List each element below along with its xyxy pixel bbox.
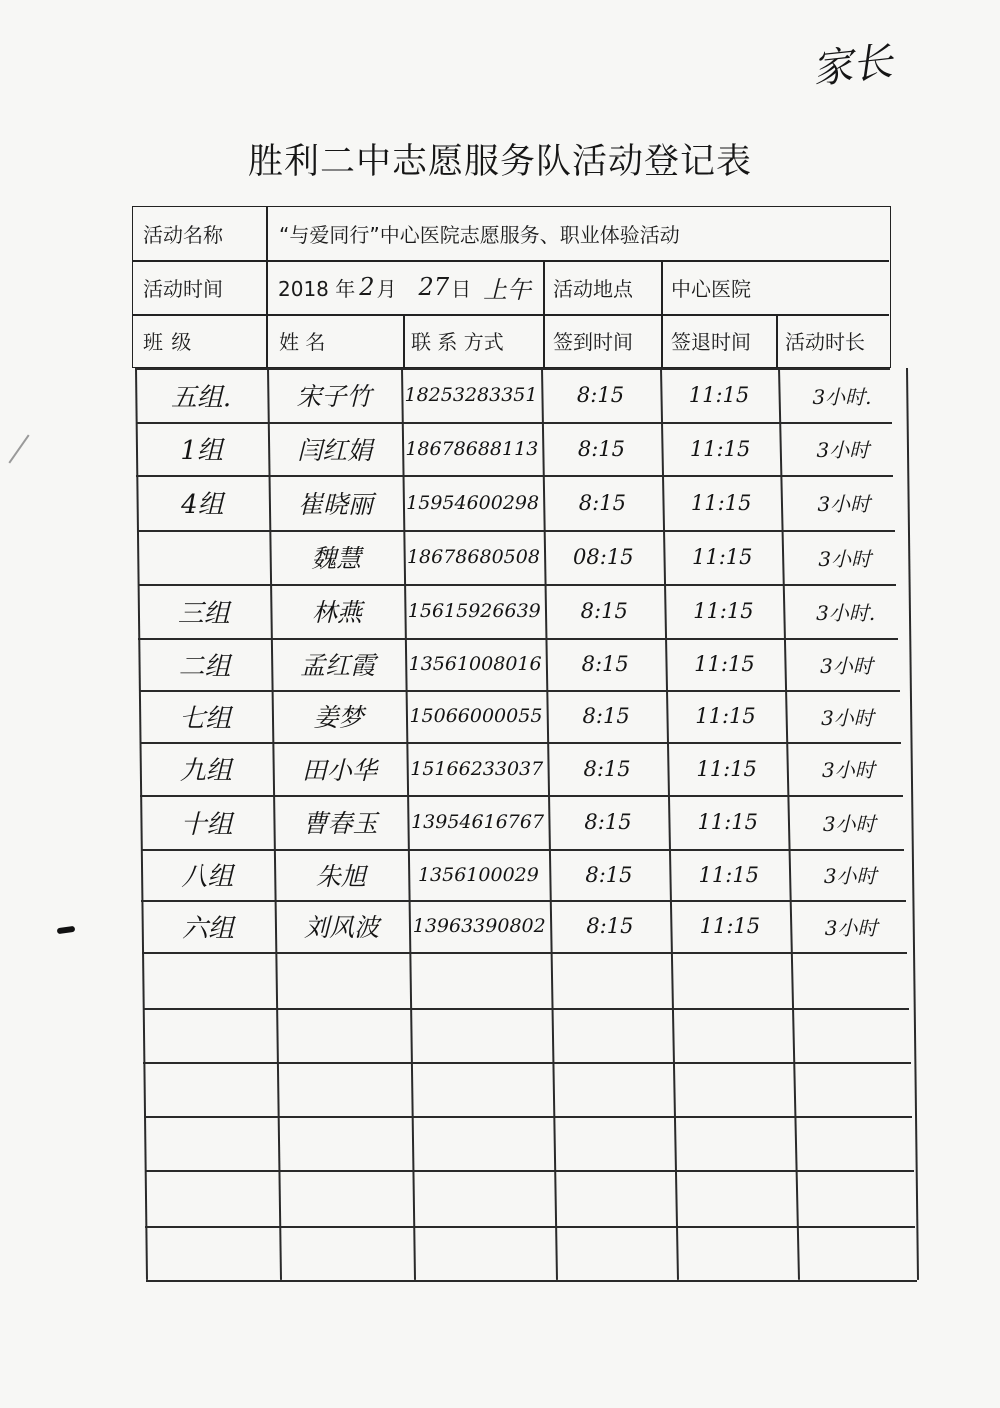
row-phone: 15066000055: [409, 705, 543, 727]
row-class: 十组: [180, 809, 233, 840]
row-duration: 3小时: [818, 546, 872, 571]
row-class: 4组: [181, 490, 224, 520]
row-checkin: 8:15: [578, 490, 626, 515]
col-header-duration: 活动时长: [785, 330, 865, 354]
col-divider: [403, 314, 405, 367]
row-checkin: 08:15: [573, 545, 634, 569]
row-checkin: 8:15: [585, 862, 633, 887]
activity-info-table: [132, 206, 891, 368]
row-name: 宋子竹: [296, 382, 372, 411]
row-checkin: 8:15: [584, 810, 632, 834]
time-month-handwritten: 2: [359, 273, 375, 301]
row-name: 刘风波: [304, 913, 380, 942]
row-checkout: 11:15: [691, 545, 753, 569]
activity-name-label: 活动名称: [143, 223, 223, 247]
row-checkout: 11:15: [698, 862, 760, 887]
row-duration: 3小时: [821, 705, 874, 730]
corner-handwritten-note: 家长: [810, 38, 895, 94]
col-divider: [266, 207, 268, 367]
grid-row-line: [145, 1170, 914, 1172]
row-phone: 15166233037: [410, 757, 544, 780]
col-divider: [776, 314, 778, 367]
grid-row-line: [143, 1062, 910, 1064]
time-day-handwritten: 27: [418, 273, 450, 301]
row-name: 姜梦: [313, 703, 364, 732]
scan-speck: [8, 435, 29, 464]
time-period-handwritten: 上午: [483, 275, 532, 304]
grid-row-line: [144, 1116, 912, 1118]
row-name: 闫红娟: [297, 435, 373, 465]
grid-row-line: [145, 1226, 915, 1228]
row-duration: 3小时: [817, 492, 871, 516]
row-duration: 3小时.: [812, 384, 872, 409]
row-class: 三组: [177, 598, 230, 629]
row-checkin: 8:15: [581, 652, 629, 676]
row-name: 曹春玉: [302, 809, 378, 838]
row-duration: 3小时: [824, 915, 878, 940]
activity-time-value: [278, 260, 531, 314]
row-checkin: 8:15: [583, 756, 631, 781]
row-class: 九组: [179, 756, 232, 786]
row-duration: 3小时: [820, 653, 873, 678]
activity-place-value: 中心医院: [671, 276, 751, 301]
activity-place-label: 活动地点: [553, 276, 633, 301]
row-phone: 18253283351: [404, 384, 538, 406]
time-year: 2018 年: [278, 276, 356, 301]
col-header-contact: 联 系 方式: [411, 330, 504, 354]
row-phone: 18678688113: [405, 437, 539, 460]
row-duration: 3小时.: [816, 600, 876, 625]
row-class: 1组: [180, 436, 223, 466]
row-checkin: 8:15: [582, 704, 630, 728]
row-checkout: 11:15: [695, 704, 756, 728]
row-phone: 15954600298: [406, 491, 540, 514]
row-phone: 13963390802: [412, 915, 546, 937]
row-class: 二组: [178, 651, 231, 682]
row-class: 五组.: [170, 382, 232, 413]
time-day-unit: 日: [451, 276, 472, 301]
col-header-class: 班 级: [143, 330, 193, 354]
row-duration: 3小时: [822, 811, 876, 836]
row-checkout: 11:15: [689, 436, 751, 461]
col-header-checkout: 签退时间: [671, 330, 751, 354]
row-checkin: 8:15: [586, 914, 634, 938]
row-class: [137, 530, 269, 584]
grid-row-line: [143, 1008, 909, 1010]
activity-time-label: 活动时间: [143, 276, 223, 301]
time-month-unit: 月: [376, 276, 397, 301]
col-header-name: 姓 名: [279, 330, 326, 354]
grid-row-line: [146, 1280, 917, 1282]
row-phone: 1356100029: [417, 863, 539, 886]
row-checkout: 11:15: [694, 652, 755, 676]
row-checkout: 11:15: [697, 810, 758, 834]
col-header-checkin: 签到时间: [553, 330, 633, 354]
scan-ink-mark: [57, 926, 76, 934]
row-name: 田小华: [301, 755, 377, 785]
row-checkout: 11:15: [688, 383, 750, 407]
row-checkin: 8:15: [577, 436, 626, 461]
row-phone: 15615926639: [407, 600, 541, 622]
row-checkin: 8:15: [576, 383, 625, 407]
row-name: 崔晓丽: [298, 489, 374, 519]
grid-row-line: [142, 952, 907, 954]
row-class: 八组: [181, 862, 234, 892]
row-class: 七组: [179, 703, 232, 734]
row-name: 孟红霞: [300, 651, 376, 680]
row-phone: 18678680508: [406, 546, 540, 568]
row-checkout: 11:15: [690, 490, 752, 515]
row-checkout: 11:15: [699, 914, 761, 938]
row-duration: 3小时: [816, 438, 870, 462]
row-checkin: 8:15: [580, 599, 628, 623]
form-title: 胜利二中志愿服务队活动登记表: [247, 142, 752, 182]
row-name: 林燕: [312, 598, 363, 627]
row-checkout: 11:15: [696, 756, 757, 781]
row-phone: 13954616767: [411, 811, 545, 833]
row-checkout: 11:15: [693, 599, 754, 623]
row-name: 魏慧: [311, 544, 362, 573]
col-divider: [661, 260, 663, 367]
row-duration: 3小时: [822, 758, 875, 782]
row-name: 朱旭: [315, 861, 366, 891]
row-duration: 3小时: [823, 864, 877, 888]
activity-name-value: “与爱同行”中心医院志愿服务、职业体验活动: [279, 223, 680, 247]
col-divider: [543, 260, 545, 367]
row-class: 六组: [182, 913, 235, 944]
row-phone: 13561008016: [408, 653, 542, 675]
